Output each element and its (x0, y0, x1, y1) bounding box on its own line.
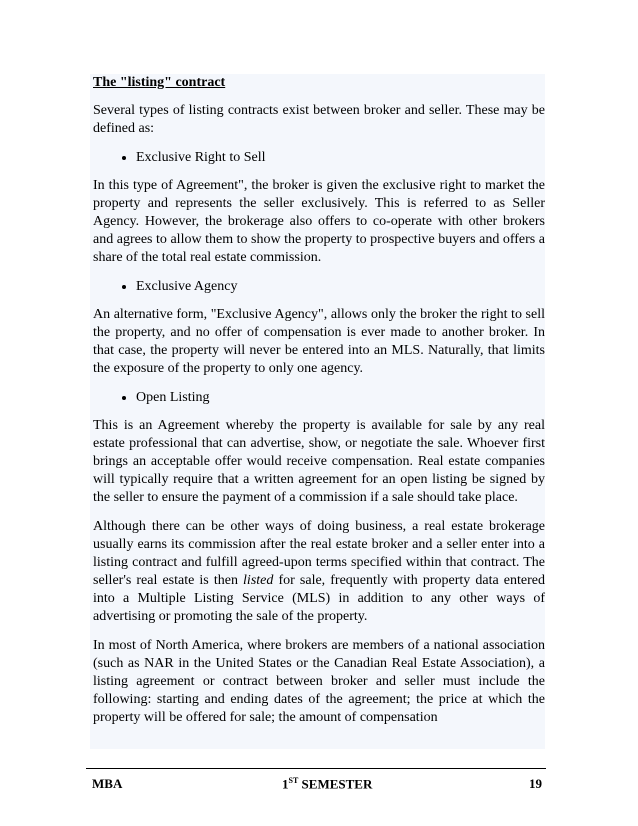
footer-divider (86, 768, 546, 769)
bullet-list-open-listing (90, 389, 545, 407)
text-span: for sale, frequently with property data entered into a Multiple Listing Service (MLS) in addition to any other ways of advertising or promoting the sale of the property. (93, 573, 545, 624)
semester-label: SEMESTER (298, 776, 373, 792)
semester-ordinal: ST (288, 776, 299, 785)
page-number: 19 (529, 776, 542, 791)
italic-term: listed (243, 573, 274, 588)
intro-paragraph: Several types of listing contracts exist between broker and seller. These may be defined as: (93, 103, 545, 136)
bullet-list-exclusive-agency (90, 278, 545, 296)
paragraph-open-listing: This is an Agreement whereby the property is available for sale by any real estate professional that can advertise, show, or negotiate the sale. Whoever first brings an acceptable offer would receive compensation. Real estate companies will typically require that a written agreement for an open listing be signed by the seller to ensure the payment of a commission if a sale should take place. (93, 418, 545, 505)
page-body (90, 74, 545, 749)
bullet-list-exclusive-right (90, 149, 545, 167)
paragraph-exclusive-right: In this type of Agreement", the broker is given the exclusive right to market the property and represents the seller exclusively. This is referred to as Seller Agency. However, the brokerage also offers to co-operate with other brokers and agrees to allow them to show the property to prospective buyers and offers a share of the total real estate commission. (93, 178, 545, 265)
bullet-item: • Open Listing (136, 389, 545, 407)
section-heading: The "listing" contract (93, 75, 226, 90)
semester-number: 1 (282, 776, 289, 792)
footer-semester (282, 776, 372, 792)
bullet-item: • Exclusive Right to Sell (136, 149, 545, 167)
paragraph-exclusive-agency: An alternative form, "Exclusive Agency", allows only the broker the right to sell the property, and no offer of compensation is ever made to another broker. In that case, the property will never be entered into an MLS. Naturally, that limits the exposure of the property to only one agency. (93, 307, 545, 376)
paragraph-brokerage (93, 518, 545, 626)
text-span: Although there can be other ways of doing business, a real estate brokerage usually earns its commission after the real estate broker and a seller enter into a listing contract and fulfill agreed-upon terms specified within that contract. The seller's real estate is then (93, 519, 545, 588)
footer-course: MBA (92, 776, 123, 791)
paragraph-north-america: In most of North America, where brokers are members of a national association (such as NAR in the United States or the Canadian Real Estate Association), a listing agreement or contract between broker and seller must include the following: starting and ending dates of the agreement; the price at which the property will be offered for sale; the amount of compensation (93, 638, 545, 725)
bullet-item: • Exclusive Agency (136, 278, 545, 296)
